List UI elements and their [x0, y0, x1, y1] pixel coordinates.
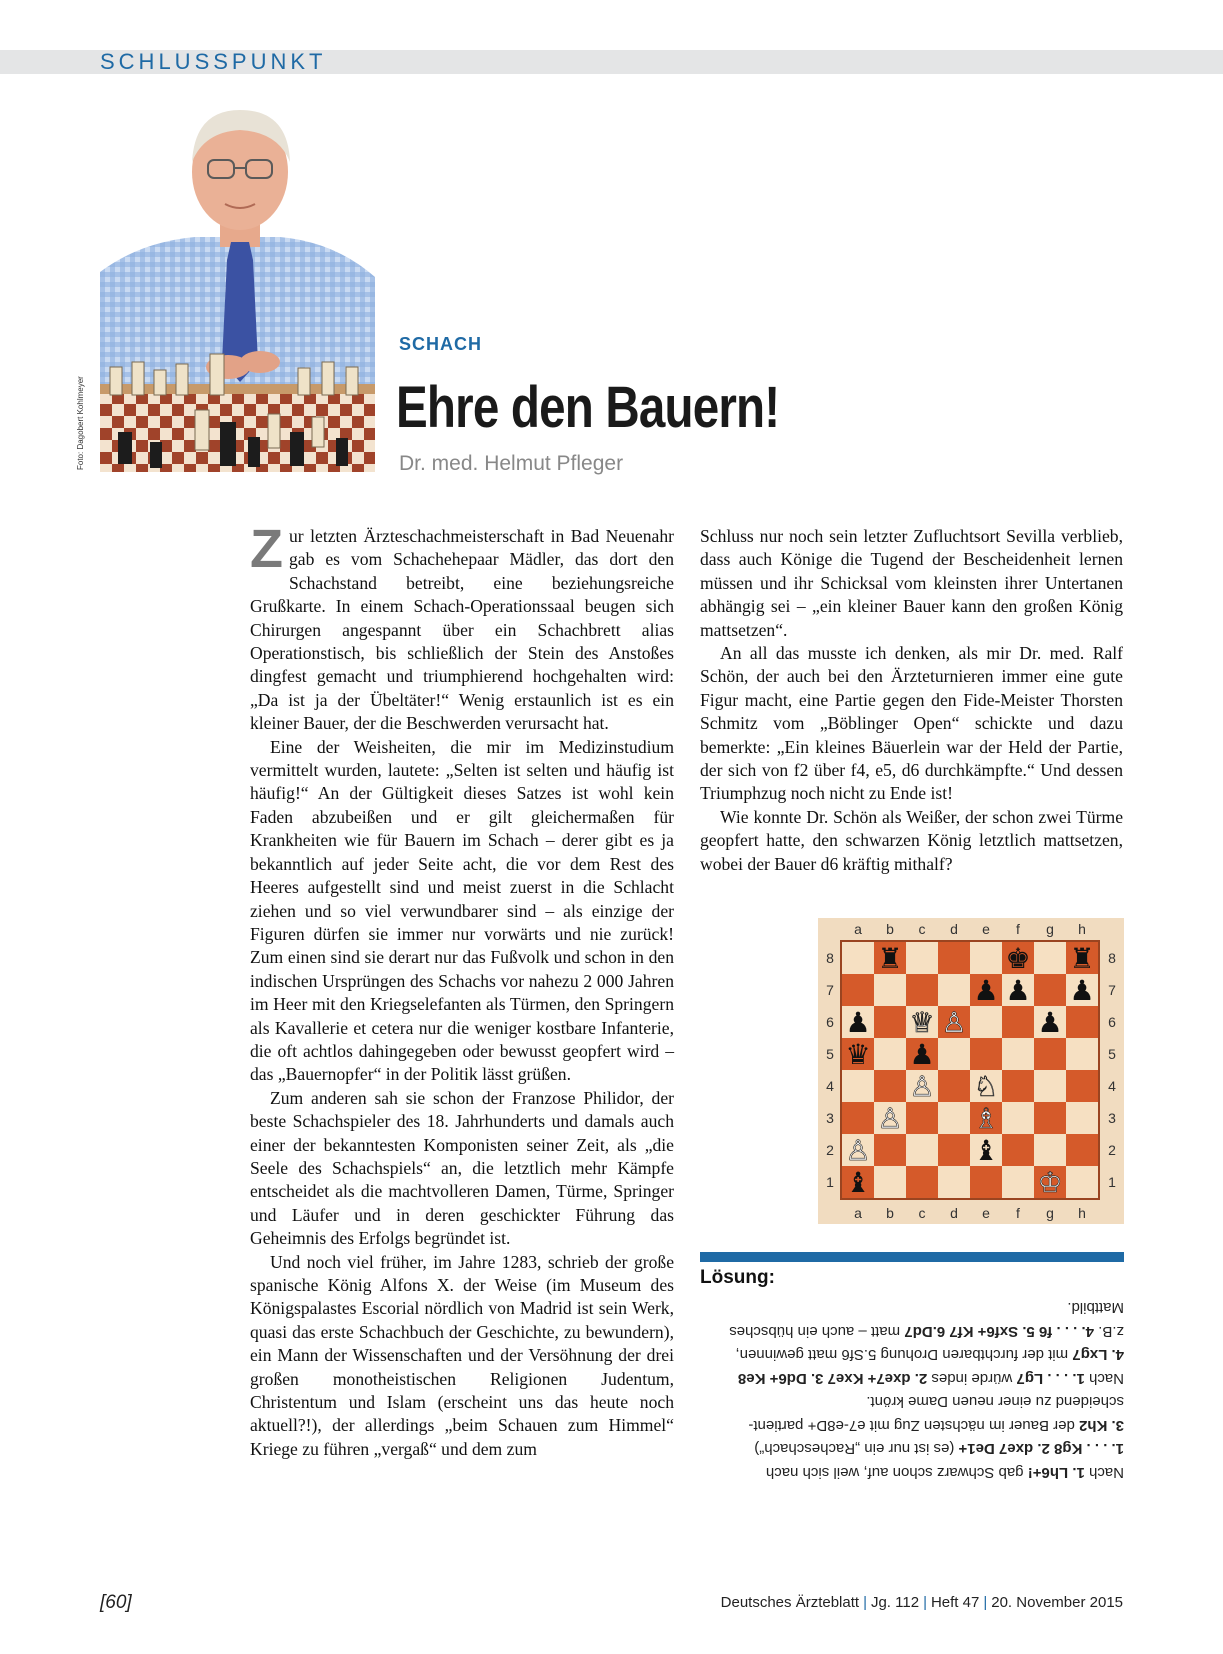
board-square: [906, 1102, 938, 1134]
rank-label: 6: [1108, 1014, 1116, 1030]
board-square: [842, 942, 874, 974]
solution-title: Lösung:: [700, 1267, 775, 1288]
chess-piece-g6: ♟: [1037, 1006, 1063, 1039]
rank-label: 5: [826, 1046, 834, 1062]
rank-label: 8: [826, 950, 834, 966]
board-square: [938, 1134, 970, 1166]
chess-piece-h8: ♜: [1069, 942, 1095, 975]
journal-volume: Jg. 112: [870, 1594, 920, 1611]
board-square: [874, 1166, 906, 1198]
board-square: [938, 1102, 970, 1134]
solution-bar: [700, 1252, 1124, 1262]
board-square: [970, 1166, 1002, 1198]
board-square: [970, 1006, 1002, 1038]
file-label: c: [918, 1205, 926, 1221]
board-square: [1002, 1134, 1034, 1166]
file-label: f: [1016, 921, 1020, 937]
board-square: [938, 1038, 970, 1070]
file-label: d: [950, 1205, 958, 1221]
file-label: c: [918, 921, 926, 937]
board-square: [1034, 1038, 1066, 1070]
article-kicker: SCHACH: [399, 334, 483, 354]
author-photo-illustration: [100, 92, 375, 472]
file-label: e: [982, 921, 990, 937]
solution-text-upside-down: [700, 1296, 1124, 1484]
board-square: [1034, 1134, 1066, 1166]
board-square: [842, 1070, 874, 1102]
board-square: [874, 1038, 906, 1070]
chess-piece-f8: ♚: [1005, 942, 1031, 975]
board-square: [906, 1166, 938, 1198]
rank-label: 1: [826, 1174, 834, 1190]
board-square: [906, 974, 938, 1006]
board-square: [1034, 974, 1066, 1006]
board-square: [938, 942, 970, 974]
rank-label: 2: [1108, 1142, 1116, 1158]
solution-line: z.B. 4. . . . f6 5. Sxf6+ Kf7 6.Dd7 matt – auch ein hübsches: [729, 1323, 1124, 1340]
file-label: b: [886, 921, 894, 937]
board-square: [906, 942, 938, 974]
journal-date: 20. November 2015: [991, 1594, 1123, 1611]
board-square: [1002, 1006, 1034, 1038]
board-square: [842, 974, 874, 1006]
solution-line: scheidend zu einer neuen Dame krönt.: [866, 1393, 1124, 1411]
file-label: a: [854, 921, 862, 937]
board-square: [1034, 1102, 1066, 1134]
file-label: d: [950, 921, 958, 937]
board-square: [1034, 942, 1066, 974]
solution-line: Nach 1. . . . Lg7 würde indes 2. dxe7+ Kxe7 3. Dd6+ Ke8: [737, 1370, 1124, 1387]
board-square: [874, 1070, 906, 1102]
article-column-left: [250, 519, 674, 1461]
journal-issue: Heft 47: [930, 1594, 980, 1611]
chess-piece-e4: ♘: [973, 1070, 999, 1103]
chess-piece-h7: ♟: [1069, 974, 1095, 1007]
paragraph: Und noch viel früher, im Jahre 1283, schrieb der große spanische König Alfons X. der Weise (im Museum des Königspalastes Escorial nördlich von Madrid ist sein Werk, quasi das erste Schachbuch der Geschichte, zu bewundern), ein Mann der Wissenschaften und der Versöhnung der drei großen monotheistischen Religionen Judentum, Christentum und Islam (erscheint uns das heute noch aktuell?!), der allerdings „beim Schauen zum Himmel“ Kriege zu führen „vergaß“ und dem zum: [250, 1251, 674, 1459]
file-label: e: [982, 1205, 990, 1221]
chess-piece-g1: ♔: [1037, 1166, 1063, 1199]
chess-piece-e2: ♝: [973, 1134, 999, 1167]
file-label: b: [886, 1205, 894, 1221]
board-square: [1002, 1102, 1034, 1134]
board-square: [970, 942, 1002, 974]
rank-label: 4: [1108, 1078, 1116, 1094]
paragraph: Wie konnte Dr. Schön als Weißer, der schon zwei Türme geopfert hatte, den schwarzen König letztlich mattsetzen, wobei der Bauer d6 kräftig mithalf?: [700, 806, 1123, 874]
rank-label: 3: [826, 1110, 834, 1126]
chess-piece-c6: ♕: [909, 1006, 935, 1039]
rank-label: 6: [826, 1014, 834, 1030]
board-square: [906, 1134, 938, 1166]
file-label: g: [1046, 921, 1054, 937]
rank-label: 3: [1108, 1110, 1116, 1126]
rank-label: 1: [1108, 1174, 1116, 1190]
rank-label: 4: [826, 1078, 834, 1094]
board-square: [1034, 1070, 1066, 1102]
chess-piece-f7: ♟: [1005, 974, 1031, 1007]
solution-line: Nach 1. Lh6+! gab Schwarz schon auf, weil sich nach: [765, 1464, 1124, 1481]
paragraph: Eine der Weisheiten, die mir im Medizinstudium vermittelt wurden, lautete: „Selten ist selten und häufig ist häufig!“ An der Gültigkeit dieses Satzes ist wohl kein Faden abzubeißen und er gilt gleichermaßen für Krankheiten wie für Bauern im Schach – derer gibt es ja bekanntlich auf jeder Seite acht, die vor dem Rest des Heeres aufgestellt sind und meist zuerst in die Schlacht ziehen und so viel verwundbarer sind – als einzige der Figuren dürfen sie immer nur vorwärts und nie zurück! Zum einen sind sie derart nur das Fußvolk und schon in den indischen Ursprüngen des Schachs vor nahezu 2 000 Jahren im Heer mit den Kriegselefanten als Türmen, den Springern als Kavallerie et cetera nur die weniger kostbare Infanterie, die oft achtlos dahingegeben oder bewusst geopfert wird – das „Bauernopfer“ in der Politik lässt grüßen.: [250, 736, 674, 1085]
journal-name: Deutsches Ärzteblatt: [720, 1594, 860, 1611]
paragraph: Zum anderen sah sie schon der Franzose Philidor, der beste Schachspieler des 18. Jahrhunderts und damals auch einer der bekanntesten Komponisten seiner Zeit, als „die Seele des Schachspiels“ an, die letztlich mehr Kämpfe entscheidet als die machtvolleren Damen, Türme, Springer und Läufer und in deren geschickter Führung das Geheimnis des Erfolgs begründet ist.: [250, 1087, 674, 1249]
footer-publication: Deutsches Ärzteblatt | Jg. 112 | Heft 47 | 20. November 2015: [720, 1594, 1123, 1611]
article-title: Ehre den Bauern!: [396, 375, 780, 440]
chess-piece-e7: ♟: [973, 974, 999, 1007]
rank-label: 2: [826, 1142, 834, 1158]
chess-board: [818, 918, 1124, 1224]
chess-piece-e3: ♗: [973, 1102, 999, 1135]
board-square: [874, 974, 906, 1006]
author-photo: [100, 92, 375, 472]
rank-label: 7: [826, 982, 834, 998]
board-square: [1066, 1006, 1098, 1038]
board-square: [970, 1038, 1002, 1070]
board-square: [938, 1070, 970, 1102]
board-square: [1066, 1102, 1098, 1134]
chess-piece-a6: ♟: [845, 1006, 871, 1039]
paragraph: [250, 519, 674, 736]
chess-piece-b8: ♜: [877, 942, 903, 975]
board-square: [842, 1102, 874, 1134]
drop-cap: Z: [250, 519, 283, 579]
board-square: [938, 974, 970, 1006]
file-label: f: [1016, 1205, 1020, 1221]
board-square: [874, 1006, 906, 1038]
paragraph: Schluss nur noch sein letzter Zufluchtsort Sevilla verblieb, dass auch Könige die Tugend der Bescheidenheit lernen müssen und ihr Schicksal vom kleinsten ihrer Untertanen abhängig sei – „ein kleiner Bauer kann den großen König mattsetzen“.: [700, 526, 1123, 640]
solution-line: 3. Kh2 der Bauer im nächsten Zug mit e7-e8D+ partient-: [748, 1417, 1124, 1434]
file-label: g: [1046, 1205, 1054, 1221]
board-square: [1066, 1166, 1098, 1198]
chess-piece-a1: ♝: [845, 1166, 871, 1199]
paragraph: An all das musste ich denken, als mir Dr. med. Ralf Schön, der auch bei den Ärzteturnieren immer eine gute Figur macht, eine Partie gegen den Fide-Meister Thorsten Schmitz vom „Böblinger Open“ schickte und dazu bemerkte: „Ein kleines Bäuerlein war der Held der Partie, der sich von f2 über f4, e5, d6 durchkämpfte.“ Und dessen Triumphzug noch nicht zu Ende ist!: [700, 643, 1123, 804]
board-square: [1002, 1038, 1034, 1070]
solution-line: 1. . . . Kg8 2. dxe7 De1+ (es ist nur ein „Racheschach“): [754, 1440, 1124, 1458]
board-square: [1066, 1038, 1098, 1070]
chess-diagram: [818, 918, 1124, 1224]
solution-line: Mattbild.: [1067, 1299, 1124, 1317]
board-square: [1002, 1166, 1034, 1198]
rank-label: 7: [1108, 982, 1116, 998]
board-square: [1066, 1134, 1098, 1166]
file-label: a: [854, 1205, 862, 1221]
page-number: [60]: [100, 1592, 132, 1613]
chess-piece-a2: ♙: [845, 1134, 871, 1167]
article-author: Dr. med. Helmut Pfleger: [399, 452, 624, 475]
chess-piece-d6: ♙: [941, 1006, 967, 1039]
article-column-right: [700, 525, 1123, 876]
chess-piece-c5: ♟: [909, 1038, 935, 1071]
rank-label: 5: [1108, 1046, 1116, 1062]
solution-line: 4. Lxg7 mit der furchtbaren Drohung 5.Sf6 matt gewinnen,: [735, 1346, 1124, 1364]
photo-credit: Foto: Dagobert Kohlmeyer: [76, 376, 85, 470]
chess-piece-c4: ♙: [909, 1070, 935, 1103]
section-label: SCHLUSSPUNKT: [100, 49, 327, 74]
file-label: h: [1078, 1205, 1086, 1221]
board-square: [1002, 1070, 1034, 1102]
chess-piece-a5: ♛: [845, 1038, 871, 1071]
board-square: [1066, 1070, 1098, 1102]
file-label: h: [1078, 921, 1086, 937]
board-square: [938, 1166, 970, 1198]
rank-label: 8: [1108, 950, 1116, 966]
chess-piece-b3: ♙: [877, 1102, 903, 1135]
paragraph-text: ur letzten Ärzteschachmeisterschaft in Bad Neuenahr gab es vom Schachehepaar Mädler, das dort den Schachstand betreibt, eine beziehungsreiche Grußkarte. In einem Schach-Operationssaal beugen sich Chirurgen angespannt über ein Schachbrett alias Operationstisch, bis schließlich der Stein des Anstoßes dingfest gemacht und triumphierend hochgehalten wird: „Da ist ja der Übeltäter!“ Wenig erstaunlich ist es ein kleiner Bauer, der die Beschwerden verursacht hat.: [250, 526, 674, 734]
board-square: [874, 1134, 906, 1166]
